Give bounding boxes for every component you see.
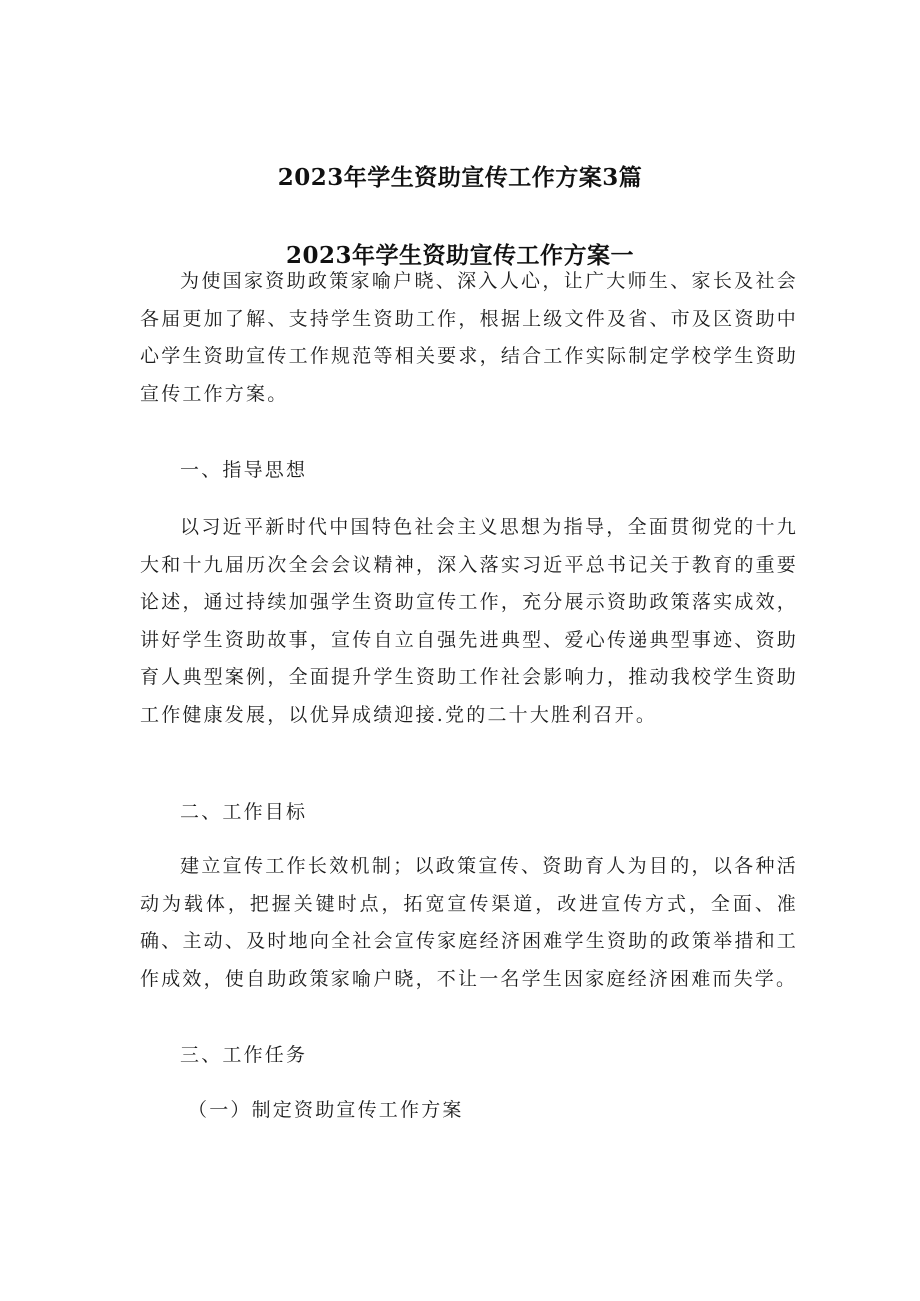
subsection-heading-plan: （一）制定资助宣传工作方案 [188, 1099, 464, 1121]
document-title: 2023年学生资助宣传工作方案3篇 [277, 164, 643, 192]
section-body-guiding-ideology: 以习近平新时代中国特色社会主义思想为指导，全面贯彻党的十九大和十九届历次全会会议精神，深入落实习近平总书记关于教育的重要论述，通过持续加强学生资助宣传工作，充分展示资助政策落实成效，讲好学生资助故事，宣传自立自强先进典型、爱心传递典型事迹、资助育人典型案例，全面提升学生资助工作社会影响力，推动我校学生资助工作健康发展，以优异成绩迎接.党的二十大胜利召开。 [140, 516, 798, 726]
section-heading-work-tasks: 三、工作任务 [180, 1044, 308, 1066]
section-title: 2023年学生资助宣传工作方案一 [285, 242, 634, 270]
section-body-work-goals: 建立宣传工作长效机制；以政策宣传、资助育人为目的，以各种活动为载体，把握关键时点，拓宽宣传渠道，改进宣传方式，全面、准确、主动、及时地向全社会宣传家庭经济困难学生资助的政策举措和工作成效，使自助政策家喻户晓，不让一名学生因家庭经济困难而失学。 [140, 855, 798, 990]
section-heading-guiding-ideology: 一、指导思想 [180, 459, 308, 481]
intro-paragraph: 为使国家资助政策家喻户晓、深入人心，让广大师生、家长及社会各届更加了解、支持学生资助工作，根据上级文件及省、市及区资助中心学生资助宣传工作规范等相关要求，结合工作实际制定学校学生资助宣传工作方案。 [140, 270, 798, 405]
section-heading-work-goals: 二、工作目标 [180, 801, 308, 823]
